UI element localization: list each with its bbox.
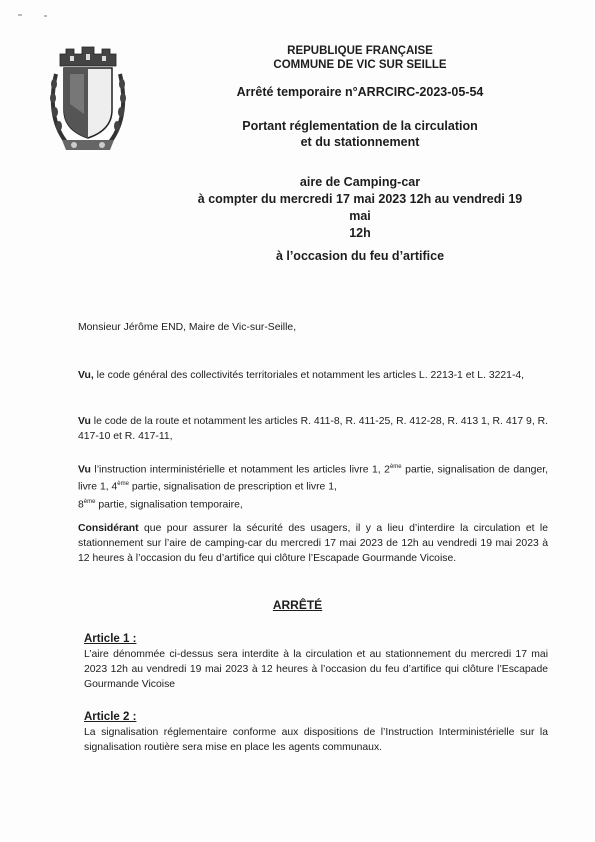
vu-paragraph-3	[78, 460, 548, 512]
subject-line-1: Portant réglementation de la circulation	[242, 119, 478, 133]
arrete-heading: ARRÊTÉ	[272, 598, 323, 612]
subject-heading	[190, 118, 530, 150]
republic-heading: REPUBLIQUE FRANÇAISE	[287, 45, 433, 57]
vu-lead: Vu,	[78, 370, 94, 381]
vu-paragraph-2	[78, 414, 548, 444]
coat-of-arms-logo	[50, 44, 126, 154]
vu-text: partie, signalisation temporaire,	[95, 499, 243, 511]
article-title: Article 1 :	[84, 633, 137, 645]
vu-text: le code de la route et notamment les articles R. 411-8, R. 411-25, R. 412-28, R. 413 1, R. 417 9, R. 417-10 et R. 417-11,	[78, 416, 548, 442]
location-line-3: 12h	[349, 226, 371, 240]
vu-text: partie, signalisation de danger, livre 1, 4	[78, 464, 549, 493]
article-title: Article 2 :	[84, 711, 137, 723]
scan-speck	[18, 14, 22, 16]
article-text: L’aire dénommée ci-dessus sera interdite à la circulation et au stationnement du mercredi 17 mai 2023 12h au vendredi 19 mai 2023 à 12 heures à l’occasion du feu d’artifice qui clôture l’Escapade Gourmande Vicoise	[84, 649, 548, 690]
vu-text: partie, signalisation de prescription et livre 1,	[128, 481, 337, 493]
subject-line-2: et du stationnement	[300, 135, 420, 149]
vu-paragraph-1	[78, 368, 548, 383]
mayor-line: Monsieur Jérôme END, Maire de Vic-sur-Seille,	[78, 322, 297, 333]
vu-text: 8	[78, 499, 84, 511]
superscript: ème	[389, 464, 402, 470]
article-text: La signalisation réglementaire conforme aux dispositions de l’Instruction Interministérielle sur la signalisation routière sera mise en place les agents communaux.	[84, 727, 548, 753]
vu-lead: Vu	[78, 416, 91, 427]
vu-lead: Vu	[78, 464, 91, 476]
considerant-paragraph	[78, 521, 548, 566]
occasion-heading: à l’occasion du feu d’artifice	[275, 249, 445, 263]
commune-heading: COMMUNE DE VIC SUR SEILLE	[273, 59, 447, 71]
article-1	[78, 632, 548, 692]
location-heading	[190, 174, 530, 242]
considerant-text: que pour assurer la sécurité des usagers, il y a lieu d’interdire la circulation et le stationnement sur l’aire de camping-car du mercredi 17 mai 2023 de 12h au vendredi 19 mai 2023 à 12 heures à l’occasion du feu d’artifice qui clôture l’Escapade Gourmande Vicoise.	[78, 523, 548, 564]
considerant-lead: Considérant	[78, 523, 139, 534]
scan-speck	[44, 15, 47, 17]
superscript: ème	[117, 481, 129, 488]
article-2	[78, 710, 548, 755]
superscript: ème	[83, 498, 96, 505]
vu-text: l’instruction interministérielle et notamment les articles livre 1, 2	[90, 464, 390, 476]
location-line-2: à compter du mercredi 17 mai 2023 12h au vendredi 19 mai	[197, 192, 523, 223]
arrete-title: Arrêté temporaire n°ARRCIRC-2023-05-54	[236, 85, 484, 99]
location-line-1: aire de Camping-car	[299, 175, 421, 189]
document-header	[190, 44, 530, 264]
vu-text: le code général des collectivités territoriales et notamment les articles L. 2213-1 et L. 3221-4,	[93, 370, 525, 381]
